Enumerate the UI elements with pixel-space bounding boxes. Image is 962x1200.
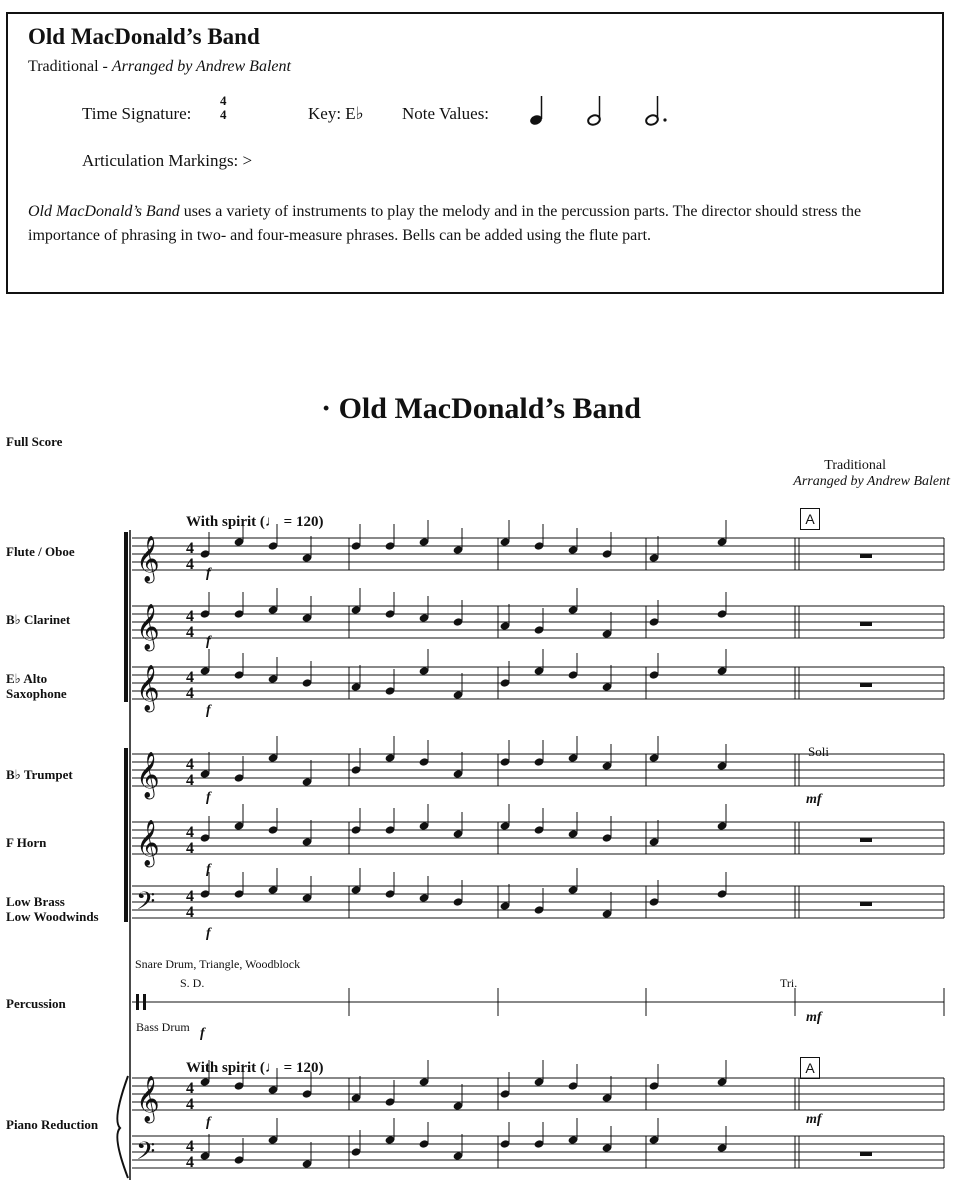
dynamic-f-horn: f	[206, 862, 211, 877]
whole-rest-icon	[860, 554, 872, 558]
time-signature-top: 4	[186, 756, 194, 773]
bass-clef-icon: 𝄢	[136, 1137, 156, 1172]
percussion-clef-icon	[143, 994, 146, 1010]
low-brass-line2: Low Woodwinds	[6, 909, 99, 924]
percussion-clef-icon	[136, 994, 139, 1010]
time-signature-top: 4	[186, 1080, 194, 1097]
time-signature-label: Time Signature:	[82, 104, 192, 123]
instrument-trumpet: B♭ Trumpet	[6, 767, 73, 782]
alto-sax-line2: Saxophone	[6, 686, 67, 701]
ts-top: 4	[220, 93, 227, 108]
description-title: Old MacDonald’s Band	[28, 203, 180, 220]
bass-drum-label: Bass Drum	[136, 1020, 190, 1034]
time-signature-bottom: 4	[186, 772, 194, 789]
time-signature-top: 4	[186, 669, 194, 686]
brass-bracket	[124, 748, 128, 922]
triangle-label: Tri.	[780, 976, 798, 990]
time-signature-bottom: 4	[186, 1096, 194, 1113]
alto-sax-line1: E♭ Alto	[6, 671, 48, 686]
low-brass-line1: Low Brass	[6, 894, 65, 909]
dynamic-f-percussion: f	[200, 1026, 205, 1041]
whole-rest-icon	[860, 902, 872, 906]
treble-clef-icon: 𝄞	[136, 536, 160, 582]
ts-bottom: 4	[220, 107, 227, 122]
instrument-piano: Piano Reduction	[6, 1117, 99, 1132]
treble-clef-icon: 𝄞	[136, 752, 160, 798]
soli-marking: Soli	[808, 744, 829, 759]
instrument-clarinet: B♭ Clarinet	[6, 612, 71, 627]
time-signature-top: 4	[186, 608, 194, 625]
time-signature-top: 4	[186, 540, 194, 557]
time-signature-top: 4	[186, 1138, 194, 1155]
time-signature-bottom: 4	[186, 1154, 194, 1171]
dynamic-f-sax: f	[206, 703, 211, 718]
piano-brace	[117, 1076, 128, 1178]
rehearsal-mark-piano: A	[800, 1057, 820, 1079]
dynamic-mf-percussion: mf	[806, 1010, 822, 1025]
time-signature-bottom: 4	[186, 556, 194, 573]
credit-prefix: Traditional -	[28, 58, 112, 75]
key-label: Key: E♭	[308, 104, 364, 123]
time-signature-top: 4	[186, 824, 194, 841]
score-title: · Old MacDonald’s Band	[321, 392, 641, 425]
instrument-horn: F Horn	[6, 835, 47, 850]
treble-clef-icon: 𝄞	[136, 665, 160, 711]
tempo-marking: With spirit (♩ = 120)	[186, 514, 324, 530]
dynamic-mf-trumpet: mf	[806, 792, 822, 807]
dynamic-f-trumpet: f	[206, 790, 211, 805]
treble-clef-icon: 𝄞	[136, 1076, 160, 1122]
dynamic-f-piano: f	[206, 1115, 211, 1130]
time-signature-top: 4	[186, 888, 194, 905]
snare-drum-label: S. D.	[180, 976, 205, 990]
woodwind-bracket	[124, 532, 128, 702]
whole-rest-icon	[860, 622, 872, 626]
description-text: uses a variety of instruments to play the melody and in the percussion parts. The director should stress the importance of phrasing in two- and four-measure phrases. Bells can be added using the flute part.	[28, 203, 862, 244]
whole-rest-icon	[860, 1152, 872, 1156]
percussion-instruments: Snare Drum, Triangle, Woodblock	[135, 957, 301, 971]
instrument-percussion: Percussion	[6, 996, 66, 1011]
tempo-marking-piano: With spirit (♩ = 120)	[186, 1060, 324, 1076]
time-signature-bottom: 4	[186, 904, 194, 921]
full-score-label: Full Score	[6, 434, 63, 449]
rehearsal-mark: A	[800, 508, 820, 530]
info-title: Old MacDonald’s Band	[28, 24, 260, 49]
dynamic-f-flute: f	[206, 566, 211, 581]
traditional-label: Traditional	[824, 458, 886, 473]
treble-clef-icon: 𝄞	[136, 820, 160, 866]
dynamic-f-clarinet: f	[206, 634, 211, 649]
arranger-label: Arranged by Andrew Balent	[793, 474, 950, 489]
dynamic-f-lowbrass: f	[206, 926, 211, 941]
whole-rest-icon	[860, 683, 872, 687]
note-values-label: Note Values:	[402, 104, 490, 123]
credit-arranger: Arranged by Andrew Balent	[111, 58, 291, 75]
articulation-label: Articulation Markings: >	[82, 151, 253, 170]
time-signature-bottom: 4	[186, 840, 194, 857]
time-signature-bottom: 4	[186, 624, 194, 641]
instrument-flute: Flute / Oboe	[6, 544, 75, 559]
bass-clef-icon: 𝄢	[136, 887, 156, 922]
treble-clef-icon: 𝄞	[136, 604, 160, 650]
time-signature-bottom: 4	[186, 685, 194, 702]
whole-rest-icon	[860, 838, 872, 842]
dynamic-mf-piano: mf	[806, 1112, 822, 1127]
